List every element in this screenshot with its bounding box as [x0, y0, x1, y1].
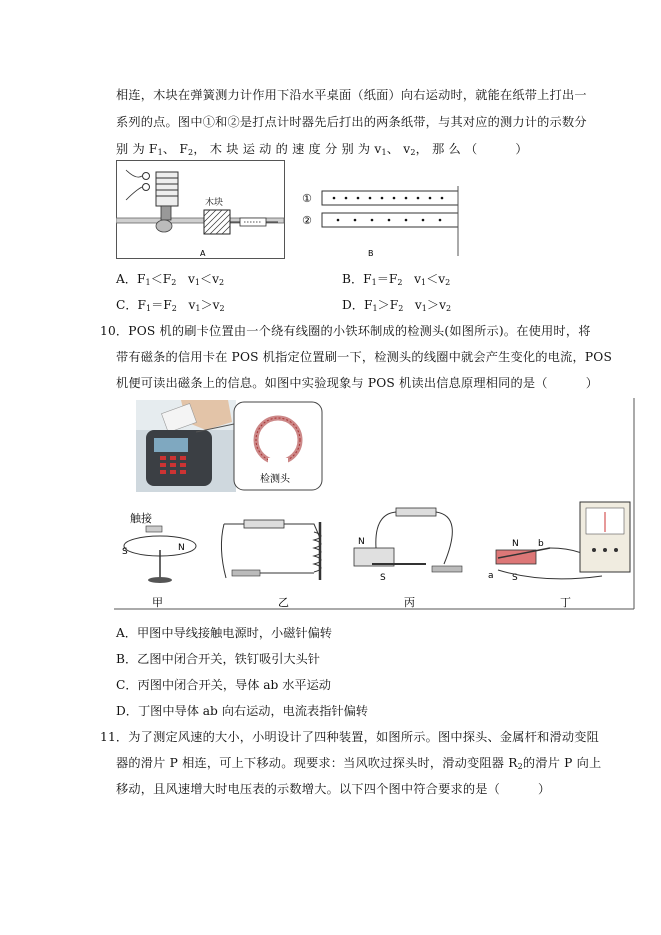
q10-option-a[interactable]: A．甲图中导线接触电源时，小磁针偏转 — [116, 626, 332, 640]
block-label: 木块 — [205, 198, 224, 208]
q11-line-2: 器的滑片 P 相连，可上下移动。现要求：当风吹过探头时，滑动变阻器 $R_2$的滑片 P 向上 — [116, 756, 602, 771]
q9-option-b[interactable]: B．$F_1=F_2$ $v_1<v_2$ — [342, 272, 451, 287]
label-bing: 丙 — [404, 596, 415, 609]
q9-line-1: 相连，木块在弹簧测力计作用下沿水平桌面（纸面）向右运动时，就能在纸带上打出一 — [116, 88, 587, 102]
q10-line-3: 机便可读出磁条上的信息。如图中实验现象与 POS 机读出信息原理相同的是（ ） — [116, 376, 599, 390]
q10-option-c[interactable]: C．丙图中闭合开关，导体 ab 水平运动 — [116, 678, 331, 692]
q9-option-a[interactable]: A．$F_1<F_2$ $v_1<v_2$ — [116, 272, 225, 287]
experiment-jia — [122, 511, 196, 609]
label-yi: 乙 — [278, 596, 289, 609]
svg-text:S: S — [380, 573, 386, 583]
q9-option-d[interactable]: D．$F_1>F_2$ $v_1>v_2$ — [342, 298, 452, 313]
q11-line-1: 11．为了测定风速的大小，小明设计了四种装置，如图所示。图中探头、金属杆和滑动变阻 — [100, 730, 600, 744]
q9-figure-a — [116, 160, 286, 260]
svg-text:N: N — [178, 543, 185, 553]
svg-text:S: S — [512, 573, 518, 583]
fig-label-a: A — [200, 249, 206, 258]
q9-line-3: 别 为 $F_1$、 $F_2$， 木 块 运 动 的 速 度 分 别 为 $v_1$、 $v_2$， 那 么 （ ） — [116, 142, 528, 157]
q9-line-2: 系列的点。图中①和②是打点计时器先后打出的两条纸带，与其对应的测力计的示数分 — [116, 115, 587, 129]
q10-option-d[interactable]: D．丁图中导体 ab 向右运动，电流表指针偏转 — [116, 704, 368, 718]
q10-experiment-figure — [114, 398, 636, 610]
fig-label-b: B — [368, 249, 374, 258]
label-jia: 甲 — [152, 596, 163, 609]
svg-text:b: b — [538, 539, 544, 549]
svg-text:N: N — [358, 537, 365, 547]
svg-text:a: a — [488, 571, 494, 581]
label-ding: 丁 — [560, 596, 571, 609]
tape-1 — [322, 191, 458, 205]
svg-text:S: S — [122, 547, 128, 557]
experiment-ding — [488, 502, 630, 609]
experiment-yi — [221, 520, 321, 609]
detector-label: 检测头 — [260, 474, 290, 485]
q10-line-2: 带有磁条的信用卡在 POS 机指定位置刷一下，检测头的线圈中就会产生变化的电流，POS — [116, 350, 612, 364]
q9-option-c[interactable]: C．$F_1=F_2$ $v_1>v_2$ — [116, 298, 225, 313]
q10-option-b[interactable]: B．乙图中闭合开关，铁钉吸引大头针 — [116, 652, 320, 666]
q10-line-1: 10．POS 机的刷卡位置由一个绕有线圈的小铁环制成的检测头(如图所示)。在使用时，将 — [100, 324, 591, 338]
q9-figure-b — [298, 186, 462, 260]
experiment-bing — [354, 508, 462, 609]
tape-1-label: ① — [302, 192, 312, 205]
svg-text:N: N — [512, 539, 519, 549]
q11-line-3: 移动，且风速增大时电压表的示数增大。以下四个图中符合要求的是（ ） — [116, 782, 551, 796]
tape-2-label: ② — [302, 214, 312, 227]
contact-label: 触接 — [130, 512, 152, 525]
